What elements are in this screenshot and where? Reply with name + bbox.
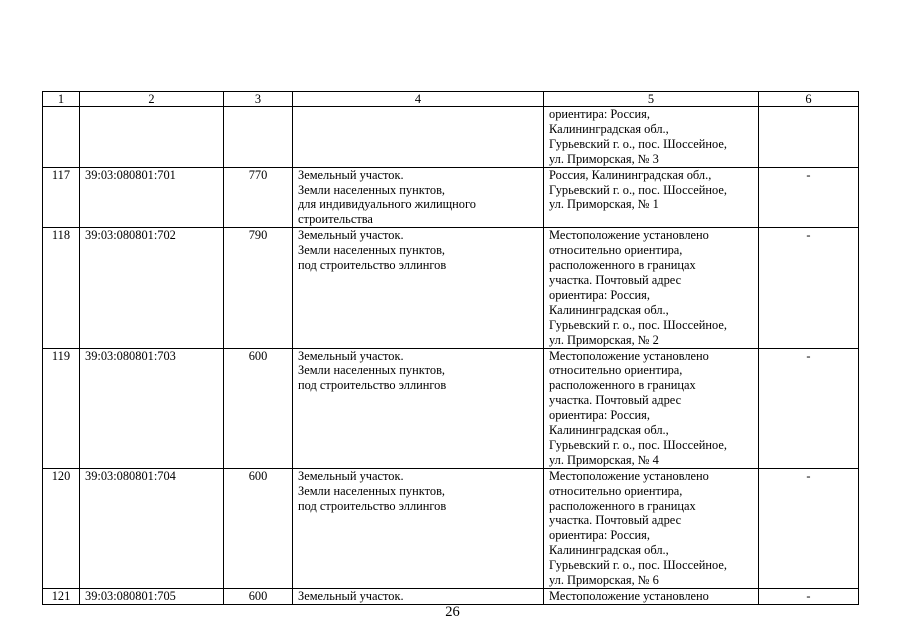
- cell-text-line: Гурьевский г. о., пос. Шоссейное,: [549, 437, 727, 452]
- cell-text-line: Местоположение установлено: [549, 468, 709, 483]
- table-body: [43, 92, 859, 605]
- area-cell: 600: [224, 589, 293, 605]
- location-cell: [544, 107, 759, 168]
- row-number-cell: 117: [43, 167, 80, 228]
- cell-text-line: Земли населенных пунктов,: [298, 182, 446, 197]
- location-cell: [544, 348, 759, 468]
- column-header-1: 1: [43, 92, 80, 107]
- cell-text-line: участка. Почтовый адрес: [549, 513, 682, 528]
- cell-text-line: ул. Приморская, № 2: [549, 332, 659, 347]
- table-row: [43, 468, 859, 588]
- cell-text-line: расположенного в границах: [549, 498, 696, 513]
- cell-text-line: Калининградская обл.,: [549, 302, 669, 317]
- note-cell: -: [759, 228, 859, 348]
- cadastral-number-cell: 39:03:080801:705: [80, 589, 224, 605]
- table-row: [43, 589, 859, 605]
- row-number-cell: 121: [43, 589, 80, 605]
- area-cell: 770: [224, 167, 293, 228]
- note-cell: -: [759, 468, 859, 588]
- cadastral-number-cell: 39:03:080801:701: [80, 167, 224, 228]
- table-row: [43, 107, 859, 168]
- cadastral-number-cell: 39:03:080801:703: [80, 348, 224, 468]
- note-cell: -: [759, 589, 859, 605]
- cell-text-line: Земельный участок.: [298, 348, 404, 363]
- description-cell: [293, 468, 544, 588]
- cell-text-line: Россия, Калининградская обл.,: [549, 167, 712, 182]
- cell-text-line: Земли населенных пунктов,: [298, 363, 446, 378]
- cell-text-line: для индивидуального жилищного: [298, 197, 476, 212]
- cell-text-line: ул. Приморская, № 6: [549, 573, 659, 588]
- cell-text-line: под строительство эллингов: [298, 258, 447, 273]
- cell-text-line: Калининградская обл.,: [549, 543, 669, 558]
- area-cell: 790: [224, 228, 293, 348]
- note-cell: [759, 107, 859, 168]
- row-number-cell: 120: [43, 468, 80, 588]
- area-cell: [224, 107, 293, 168]
- cell-text-line: строительства: [298, 212, 373, 227]
- row-number-cell: 118: [43, 228, 80, 348]
- cell-text-line: Земельный участок.: [298, 468, 404, 483]
- cell-text-line: ул. Приморская, № 1: [549, 197, 659, 212]
- description-cell: [293, 107, 544, 168]
- cell-text-line: ул. Приморская, № 3: [549, 151, 659, 166]
- cell-text-line: Гурьевский г. о., пос. Шоссейное,: [549, 136, 727, 151]
- row-number-cell: 119: [43, 348, 80, 468]
- cell-text-line: Гурьевский г. о., пос. Шоссейное,: [549, 182, 727, 197]
- cell-text-line: под строительство эллингов: [298, 378, 447, 393]
- cell-text-line: под строительство эллингов: [298, 498, 447, 513]
- page-number: 26: [445, 604, 460, 620]
- description-cell: [293, 348, 544, 468]
- cadastral-number-cell: 39:03:080801:702: [80, 228, 224, 348]
- column-header-5: 5: [544, 92, 759, 107]
- cell-text-line: Гурьевский г. о., пос. Шоссейное,: [549, 317, 727, 332]
- cell-text-line: расположенного в границах: [549, 378, 696, 393]
- cell-text-line: Местоположение установлено: [549, 228, 709, 243]
- cell-text-line: расположенного в границах: [549, 258, 696, 273]
- note-cell: -: [759, 348, 859, 468]
- cell-text-line: Местоположение установлено: [549, 589, 709, 603]
- column-header-2: 2: [80, 92, 224, 107]
- location-cell: [544, 167, 759, 228]
- cell-text-line: Земли населенных пунктов,: [298, 483, 446, 498]
- cell-text-line: Земельный участок.: [298, 589, 404, 603]
- description-cell: [293, 228, 544, 348]
- cell-text-line: Калининградская обл.,: [549, 121, 669, 136]
- row-number-cell: [43, 107, 80, 168]
- cell-text-line: Земельный участок.: [298, 167, 404, 182]
- cadastral-number-cell: 39:03:080801:704: [80, 468, 224, 588]
- column-header-3: 3: [224, 92, 293, 107]
- location-cell: [544, 228, 759, 348]
- location-cell: [544, 589, 759, 605]
- cell-text-line: Земли населенных пунктов,: [298, 243, 446, 258]
- cell-text-line: ориентира: Россия,: [549, 528, 650, 543]
- description-cell: [293, 589, 544, 605]
- land-plots-table: [42, 91, 859, 605]
- cadastral-number-cell: [80, 107, 224, 168]
- column-header-6: 6: [759, 92, 859, 107]
- area-cell: 600: [224, 348, 293, 468]
- column-header-4: 4: [293, 92, 544, 107]
- cell-text-line: Земельный участок.: [298, 228, 404, 243]
- cell-text-line: Местоположение установлено: [549, 348, 709, 363]
- cell-text-line: ориентира: Россия,: [549, 408, 650, 423]
- cell-text-line: ориентира: Россия,: [549, 287, 650, 302]
- cell-text-line: ул. Приморская, № 4: [549, 452, 659, 467]
- description-cell: [293, 167, 544, 228]
- table-row: [43, 228, 859, 348]
- cell-text-line: участка. Почтовый адрес: [549, 272, 682, 287]
- cell-text-line: ориентира: Россия,: [549, 107, 650, 121]
- note-cell: -: [759, 167, 859, 228]
- location-cell: [544, 468, 759, 588]
- cell-text-line: относительно ориентира,: [549, 243, 683, 258]
- cell-text-line: относительно ориентира,: [549, 363, 683, 378]
- cell-text-line: участка. Почтовый адрес: [549, 393, 682, 408]
- cell-text-line: Калининградская обл.,: [549, 423, 669, 438]
- cell-text-line: Гурьевский г. о., пос. Шоссейное,: [549, 558, 727, 573]
- header-row: [43, 92, 859, 107]
- cell-text-line: относительно ориентира,: [549, 483, 683, 498]
- table-row: [43, 167, 859, 228]
- area-cell: 600: [224, 468, 293, 588]
- table-row: [43, 348, 859, 468]
